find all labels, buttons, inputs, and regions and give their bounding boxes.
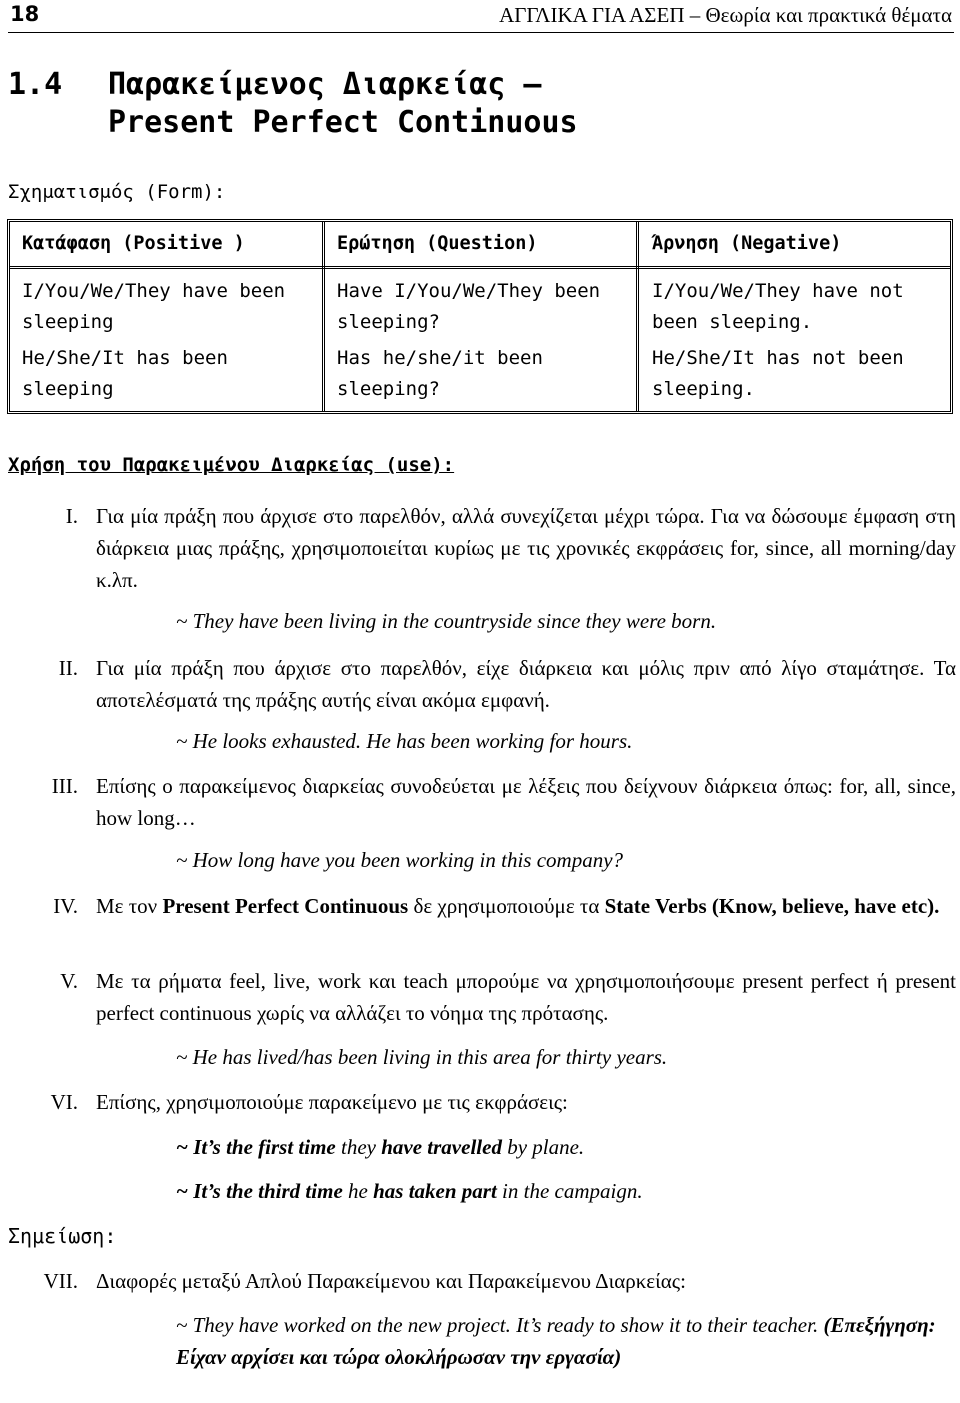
- bold-term: Present Perfect Continuous: [162, 894, 409, 918]
- question-form-singular: Has he/she/it been sleeping?: [337, 347, 543, 400]
- table-header-divider: [10, 266, 950, 269]
- negative-form-plural: I/You/We/They have not been sleeping.: [652, 280, 904, 333]
- item-text: Επίσης ο παρακείμενος διαρκείας συνοδεύεται με λέξεις που δείχνουν διάρκεια όπως: for, all, since, how long…: [96, 774, 956, 830]
- item-text: Επίσης, χρησιμοποιούμε παρακείμενο με τις εκφράσεις:: [96, 1090, 568, 1114]
- page-header: [0, 0, 960, 34]
- table-column-divider: [636, 222, 639, 411]
- example-sentence: ~ It’s the first time they have travelled by plane.: [176, 1135, 585, 1159]
- use-title: Χρήση του Παρακειμένου Διαρκείας (use):: [8, 454, 455, 476]
- item-text: Διαφορές μεταξύ Απλού Παρακείμενου και Παρακείμενου Διαρκείας:: [96, 1269, 686, 1293]
- form-label: Σχηματισμός (Form):: [8, 181, 226, 203]
- table-header-row: [10, 222, 950, 266]
- example-sentence: ~ They have been living in the countryside since they were born.: [176, 609, 717, 633]
- positive-form-singular: He/She/It has been sleeping: [22, 347, 228, 400]
- item-numeral: I.: [65, 504, 78, 528]
- header-question: Ερώτηση (Question): [337, 233, 538, 254]
- header-negative: Άρνηση (Negative): [652, 233, 842, 254]
- item-numeral: II.: [58, 656, 78, 680]
- example-sentence: ~ He has lived/has been living in this area for thirty years.: [176, 1045, 668, 1069]
- header-positive: Κατάφαση (Positive ): [22, 233, 245, 254]
- item-text: Για μία πράξη που άρχισε στο παρελθόν, αλλά συνεχίζεται μέχρι τώρα. Για να δώσουμε έμφαση στη διάρκεια μιας πράξης, χρησιμοποιείται κυρίως με τις χρονικές εκφράσεις for, since, all morning/day κ.λπ.: [96, 504, 956, 592]
- section-number: 1.4: [8, 67, 63, 102]
- example-sentence: ~ He looks exhausted. He has been working for hours.: [176, 729, 633, 753]
- table-column-divider: [322, 222, 325, 411]
- item-numeral: IV.: [53, 894, 78, 918]
- item-numeral: VI.: [50, 1090, 78, 1114]
- section-title: [8, 66, 578, 142]
- positive-cell: [22, 276, 312, 410]
- section-title-greek: Παρακείμενος Διαρκείας –: [108, 67, 542, 102]
- question-cell: [337, 276, 627, 410]
- section-title-english: Present Perfect Continuous: [108, 105, 578, 140]
- item-text: Για μία πράξη που άρχισε στο παρελθόν, είχε διάρκεια και μόλις πριν από λίγο σταμάτησε. Τα αποτελέσματά της πράξης αυτής είναι ακόμα εμφανή.: [96, 656, 956, 712]
- example-sentence: ~ It’s the third time he has taken part in the campaign.: [176, 1179, 643, 1203]
- forms-table: [7, 219, 953, 414]
- item-text: Με τα ρήματα feel, live, work και teach μπορούμε να χρησιμοποιήσουμε present perfect ή present perfect continuous χωρίς να αλλάζει το νόημα της πρότασης.: [96, 969, 956, 1025]
- item-numeral: V.: [60, 969, 78, 993]
- note-label: Σημείωση:: [8, 1224, 117, 1248]
- header-rule: [8, 32, 954, 33]
- negative-cell: [652, 276, 942, 410]
- page-number: 18: [10, 2, 40, 26]
- explanation: (Επεξήγηση: Είχαν αρχίσει και τώρα ολοκλήρωσαν την εργασία): [176, 1313, 936, 1369]
- bold-term: State Verbs (Know, believe, have etc).: [604, 894, 940, 918]
- question-form-plural: Have I/You/We/They been sleeping?: [337, 280, 601, 333]
- running-title: ΑΓΓΛΙΚΑ ΓΙΑ ΑΣΕΠ – Θεωρία και πρακτικά θέματα: [499, 3, 952, 27]
- item-numeral: III.: [51, 774, 78, 798]
- item-text: Με τον Present Perfect Continuous δε χρησιμοποιούμε τα State Verbs (Know, believe, have etc).: [96, 894, 940, 918]
- example-sentence: ~ How long have you been working in this company?: [176, 848, 624, 872]
- negative-form-singular: He/She/It has not been sleeping.: [652, 347, 904, 400]
- positive-form-plural: I/You/We/They have been sleeping: [22, 280, 286, 333]
- item-numeral: VII.: [43, 1269, 78, 1293]
- example-sentence: ~ They have worked on the new project. It’s ready to show it to their teacher. (Επεξήγηση: Είχαν αρχίσει και τώρα ολοκλήρωσαν την εργασία): [176, 1313, 936, 1369]
